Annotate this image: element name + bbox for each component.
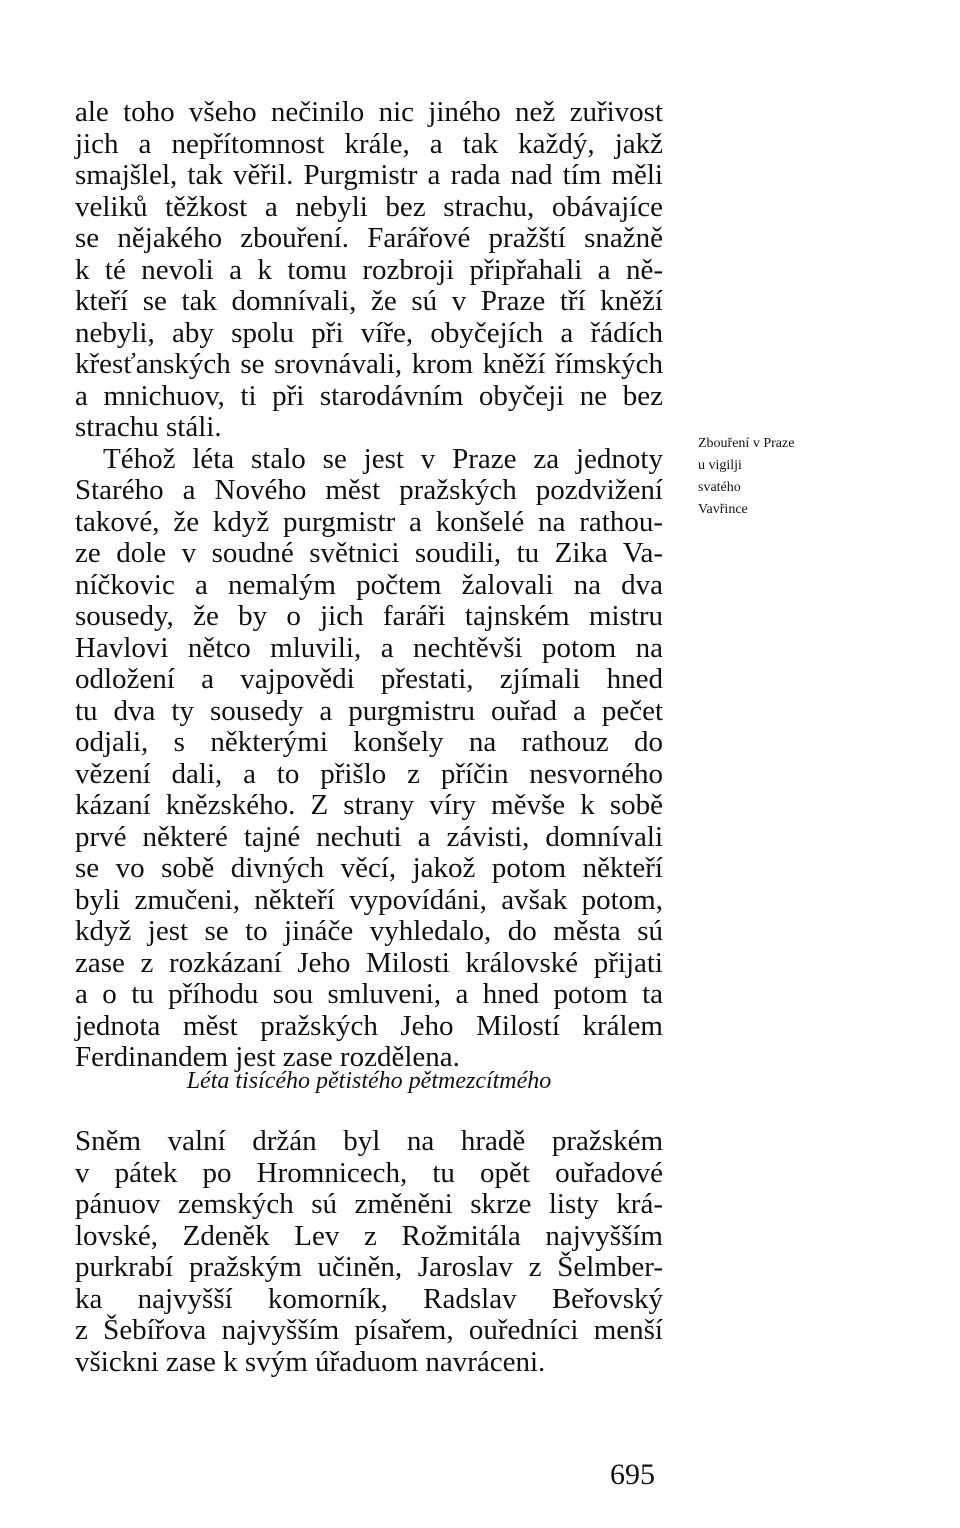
text-line: k té nevoli a k tomu rozbroji připřahali a ně- [75, 253, 663, 286]
text-line: když jest se to jináče vyhledalo, do města sú [75, 915, 663, 947]
text-line: ze dole v soudné světnici soudili, tu Zika Va- [75, 537, 663, 569]
marginal-note-line: Zbouření v Praze [698, 436, 795, 451]
text-line: strachu stáli. [75, 411, 222, 443]
text-line: níčkovic a nemalým počtem žalovali na dva [75, 568, 663, 601]
text-line: Téhož léta stalo se jest v Praze za jednoty [103, 442, 663, 475]
text-line: Ferdinandem jest zase rozdělena. [75, 1041, 460, 1073]
text-line: jednota měst pražských Jeho Milostí králem [75, 1009, 663, 1042]
marginal-note-line: u vigilji [698, 458, 742, 473]
text-line: byli zmučeni, někteří vypovídáni, avšak potom, [75, 883, 663, 916]
text-line: kázaní knězského. Z strany víry měvše k sobě [75, 789, 663, 821]
text-line: kteří se tak domnívali, že sú v Praze tří kněží [75, 285, 663, 317]
text-line: sousedy, že by o jich faráři tajnském mistru [75, 600, 663, 632]
text-line: pánuov zemských sú změněni skrze listy krá- [75, 1188, 663, 1220]
text-line: a mnichuov, ti při starodávním obyčeji ne bez [75, 379, 663, 412]
marginal-note [698, 433, 828, 521]
text-line: Starého a Nového měst pražských pozdvižení [75, 474, 663, 506]
text-line: ale toho všeho nečinilo nic jiného než zuřivost [75, 96, 663, 128]
text-line: odjali, s některými konšely na rathouz do [75, 726, 663, 758]
text-line: takové, že když purgmistr a konšelé na rathou- [75, 505, 663, 538]
text-line: se nějakého zbouření. Farářové pražští snažně [75, 222, 663, 254]
text-line: Havlovi nětco mluvili, a nechtěvši potom na [75, 631, 663, 664]
text-line: veliků těžkost a nebyli bez strachu, obávajíce [75, 190, 663, 223]
text-line: a o tu příhodu sou smluveni, a hned potom ta [75, 978, 663, 1010]
text-line: lovské, Zdeněk Lev z Rožmitála najvyšším [75, 1219, 663, 1252]
text-line: Sněm valní držán byl na hradě pražském [75, 1125, 663, 1157]
page-number: 695 [610, 1458, 655, 1491]
text-line: zase z rozkázaní Jeho Milosti královské přijati [75, 946, 663, 979]
text-line: nebyli, aby spolu při víře, obyčejích a řádích [75, 316, 663, 349]
text-line: prvé některé tajné nechuti a závisti, domnívali [75, 820, 663, 853]
section-heading: Léta tisícého pětistého pětmezcítmého [186, 1068, 552, 1094]
text-line: všickni zase k svým úřaduom navráceni. [75, 1345, 546, 1378]
text-line: smajšlel, tak věřil. Purgmistr a rada nad tím měli [75, 159, 663, 191]
text-line: vězení dali, a to přišlo z příčin nesvorného [75, 757, 663, 790]
text-line: tu dva ty sousedy a purgmistru ouřad a pečet [75, 694, 663, 727]
text-line: z Šebířova najvyšším písařem, ouředníci menší [75, 1314, 663, 1346]
text-line: ka najvyšší komorník, Radslav Beřovský [75, 1282, 663, 1315]
marginal-note-line: Vavřince [698, 502, 748, 517]
text-line: se vo sobě divných věcí, jakož potom někteří [75, 852, 663, 884]
text-line: jich a nepřítomnost krále, a tak každý, jakž [75, 127, 663, 160]
marginal-note-line: svatého [698, 480, 741, 495]
text-line: v pátek po Hromnicech, tu opět ouřadové [75, 1156, 663, 1189]
text-line: křesťanských se srovnávali, krom kněží římských [75, 348, 663, 380]
text-line: odložení a vajpovědi přestati, zjímali hned [75, 663, 663, 695]
text-line: purkrabí pražským učiněn, Jaroslav z Šelmber- [75, 1251, 663, 1283]
